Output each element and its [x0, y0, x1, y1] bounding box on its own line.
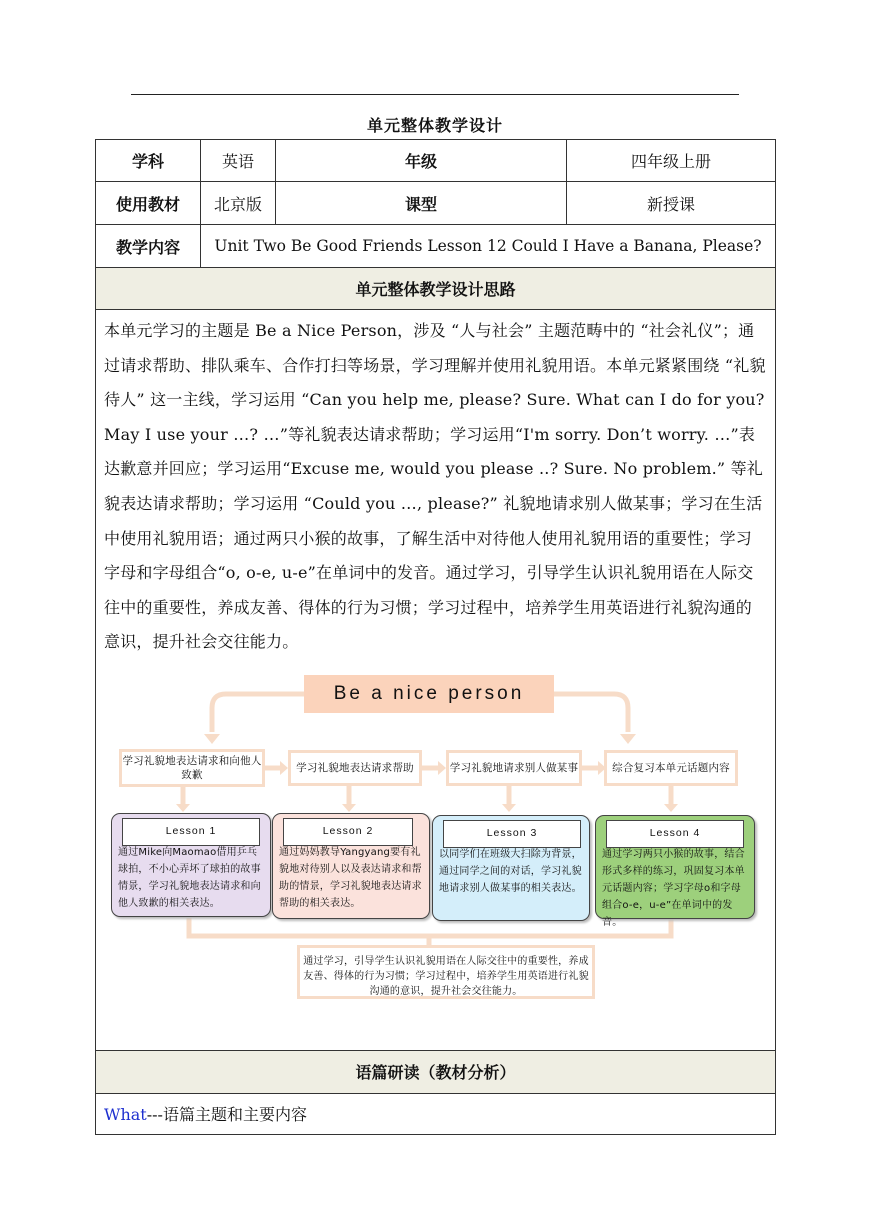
- design-cell: [96, 310, 776, 1051]
- lesson-card-2: [272, 813, 430, 919]
- loop-arrow-left: [212, 694, 304, 732]
- document-title: 单元整体教学设计: [366, 116, 503, 135]
- textbook-value: 北京版: [201, 182, 276, 225]
- lesson-type-value: 新授课: [567, 182, 776, 225]
- subject-label: 学科: [96, 140, 201, 182]
- textbook-label: 使用教材: [96, 182, 201, 225]
- table-row: [96, 310, 776, 1051]
- arrow-head: [342, 804, 356, 812]
- bracket-line: [189, 918, 671, 936]
- content-value: Unit Two Be Good Friends Lesson 12 Could I Have a Banana, Please?: [201, 225, 776, 268]
- lesson-plan-table: [95, 139, 776, 1135]
- lesson-type-label: 课型: [276, 182, 567, 225]
- lesson-tab-4: Lesson 4: [606, 820, 744, 848]
- arrow-head: [664, 804, 678, 812]
- analysis-heading: 语篇研读（教材分析）: [96, 1050, 776, 1093]
- lesson-card-3: [432, 815, 590, 921]
- lesson-tab-3: Lesson 3: [443, 820, 581, 848]
- what-label: What: [104, 1105, 147, 1125]
- lesson-tab-2: Lesson 2: [283, 818, 413, 846]
- what-cell: [96, 1093, 776, 1134]
- table-row: [96, 225, 776, 268]
- table-row: [96, 182, 776, 225]
- loop-arrow-right: [554, 694, 628, 732]
- grade-value: 四年级上册: [567, 140, 776, 182]
- design-paragraph: 本单元学习的主题是 Be a Nice Person，涉及 “人与社会” 主题范畴中的 “社会礼仪”；通过请求帮助、排队乘车、合作打扫等场景，学习理解并使用礼貌用语。本单元紧紧围绕 “礼貌待人” 这一主线，学习运用 “Can you help me, please? Sure. What can I do for you? May I use your …? …”等礼貌表达请求帮助；学习运用“I'm sorry. Don’t worry. …”表达歉意并回应；学习运用“Excuse me, would you please ..? Sure. No problem.” 等礼貌表达请求帮助；学习运用 “Could you …, please?” 礼貌地请求别人做某事；学习在生活中使用礼貌用语；通过两只小猴的故事，了解生活中对待他人使用礼貌用语的重要性；学习字母和字母组合“o, o-e, u-e”在单词中的发音。通过学习，引导学生认识礼貌用语在人际交往中的重要性，养成友善、得体的行为习惯；学习过程中，培养学生用英语进行礼貌沟通的意识，提升社会交往能力。: [104, 321, 766, 652]
- step-box-4: 综合复习本单元话题内容: [604, 750, 738, 786]
- design-heading: 单元整体教学设计思路: [96, 268, 776, 310]
- summary-box: 通过学习，引导学生认识礼貌用语在人际交往中的重要性，养成友善、得体的行为习惯；学习过程中，培养学生用英语进行礼貌沟通的意识，提升社会交往能力。: [297, 945, 595, 999]
- arrow-head: [620, 734, 636, 744]
- step-box-3: 学习礼貌地请求别人做某事: [446, 750, 582, 786]
- grade-label: 年级: [276, 140, 567, 182]
- header-rule: [131, 94, 739, 95]
- lesson-card-1: [111, 813, 271, 917]
- lesson-tab-1: Lesson 1: [122, 818, 260, 846]
- table-row: [96, 1093, 776, 1134]
- arrow-head: [204, 734, 220, 744]
- table-row: [96, 140, 776, 182]
- arrow-head: [176, 804, 190, 812]
- content-label: 教学内容: [96, 225, 201, 268]
- table-row: [96, 268, 776, 310]
- diagram-title: Be a nice person: [304, 675, 554, 713]
- step-box-1: 学习礼貌地表达请求和向他人致歉: [119, 749, 265, 787]
- what-text: ---语篇主题和主要内容: [146, 1105, 307, 1125]
- lesson-text-3: 以同学们在班级大扫除为背景，通过同学之间的对话，学习礼貌地请求别人做某事的相关表达。: [439, 848, 582, 894]
- table-row: [96, 1050, 776, 1093]
- lesson-text-4: 通过学习两只小猴的故事，结合形式多样的练习，巩固复习本单元话题内容；学习字母o和字母组合o-e，u-e”在单词中的发音。: [602, 848, 745, 928]
- lesson-text-1: 通过Mike向Maomao借用乒乓球拍，不小心弄坏了球拍的故事情景，学习礼貌地表达请求和向他人致歉的相关表达。: [118, 846, 261, 909]
- subject-value: 英语: [201, 140, 276, 182]
- lesson-card-4: [595, 815, 755, 928]
- arrow-head: [502, 804, 516, 812]
- arrow-head: [438, 761, 446, 775]
- step-box-2: 学习礼貌地表达请求帮助: [288, 750, 422, 786]
- lesson-text-2: 通过妈妈教导Yangyang要有礼貌地对待别人以及表达请求和帮助的情景，学习礼貌地表达请求帮助的相关表达。: [279, 846, 422, 909]
- arrow-head: [280, 761, 288, 775]
- unit-diagram: [104, 660, 767, 1050]
